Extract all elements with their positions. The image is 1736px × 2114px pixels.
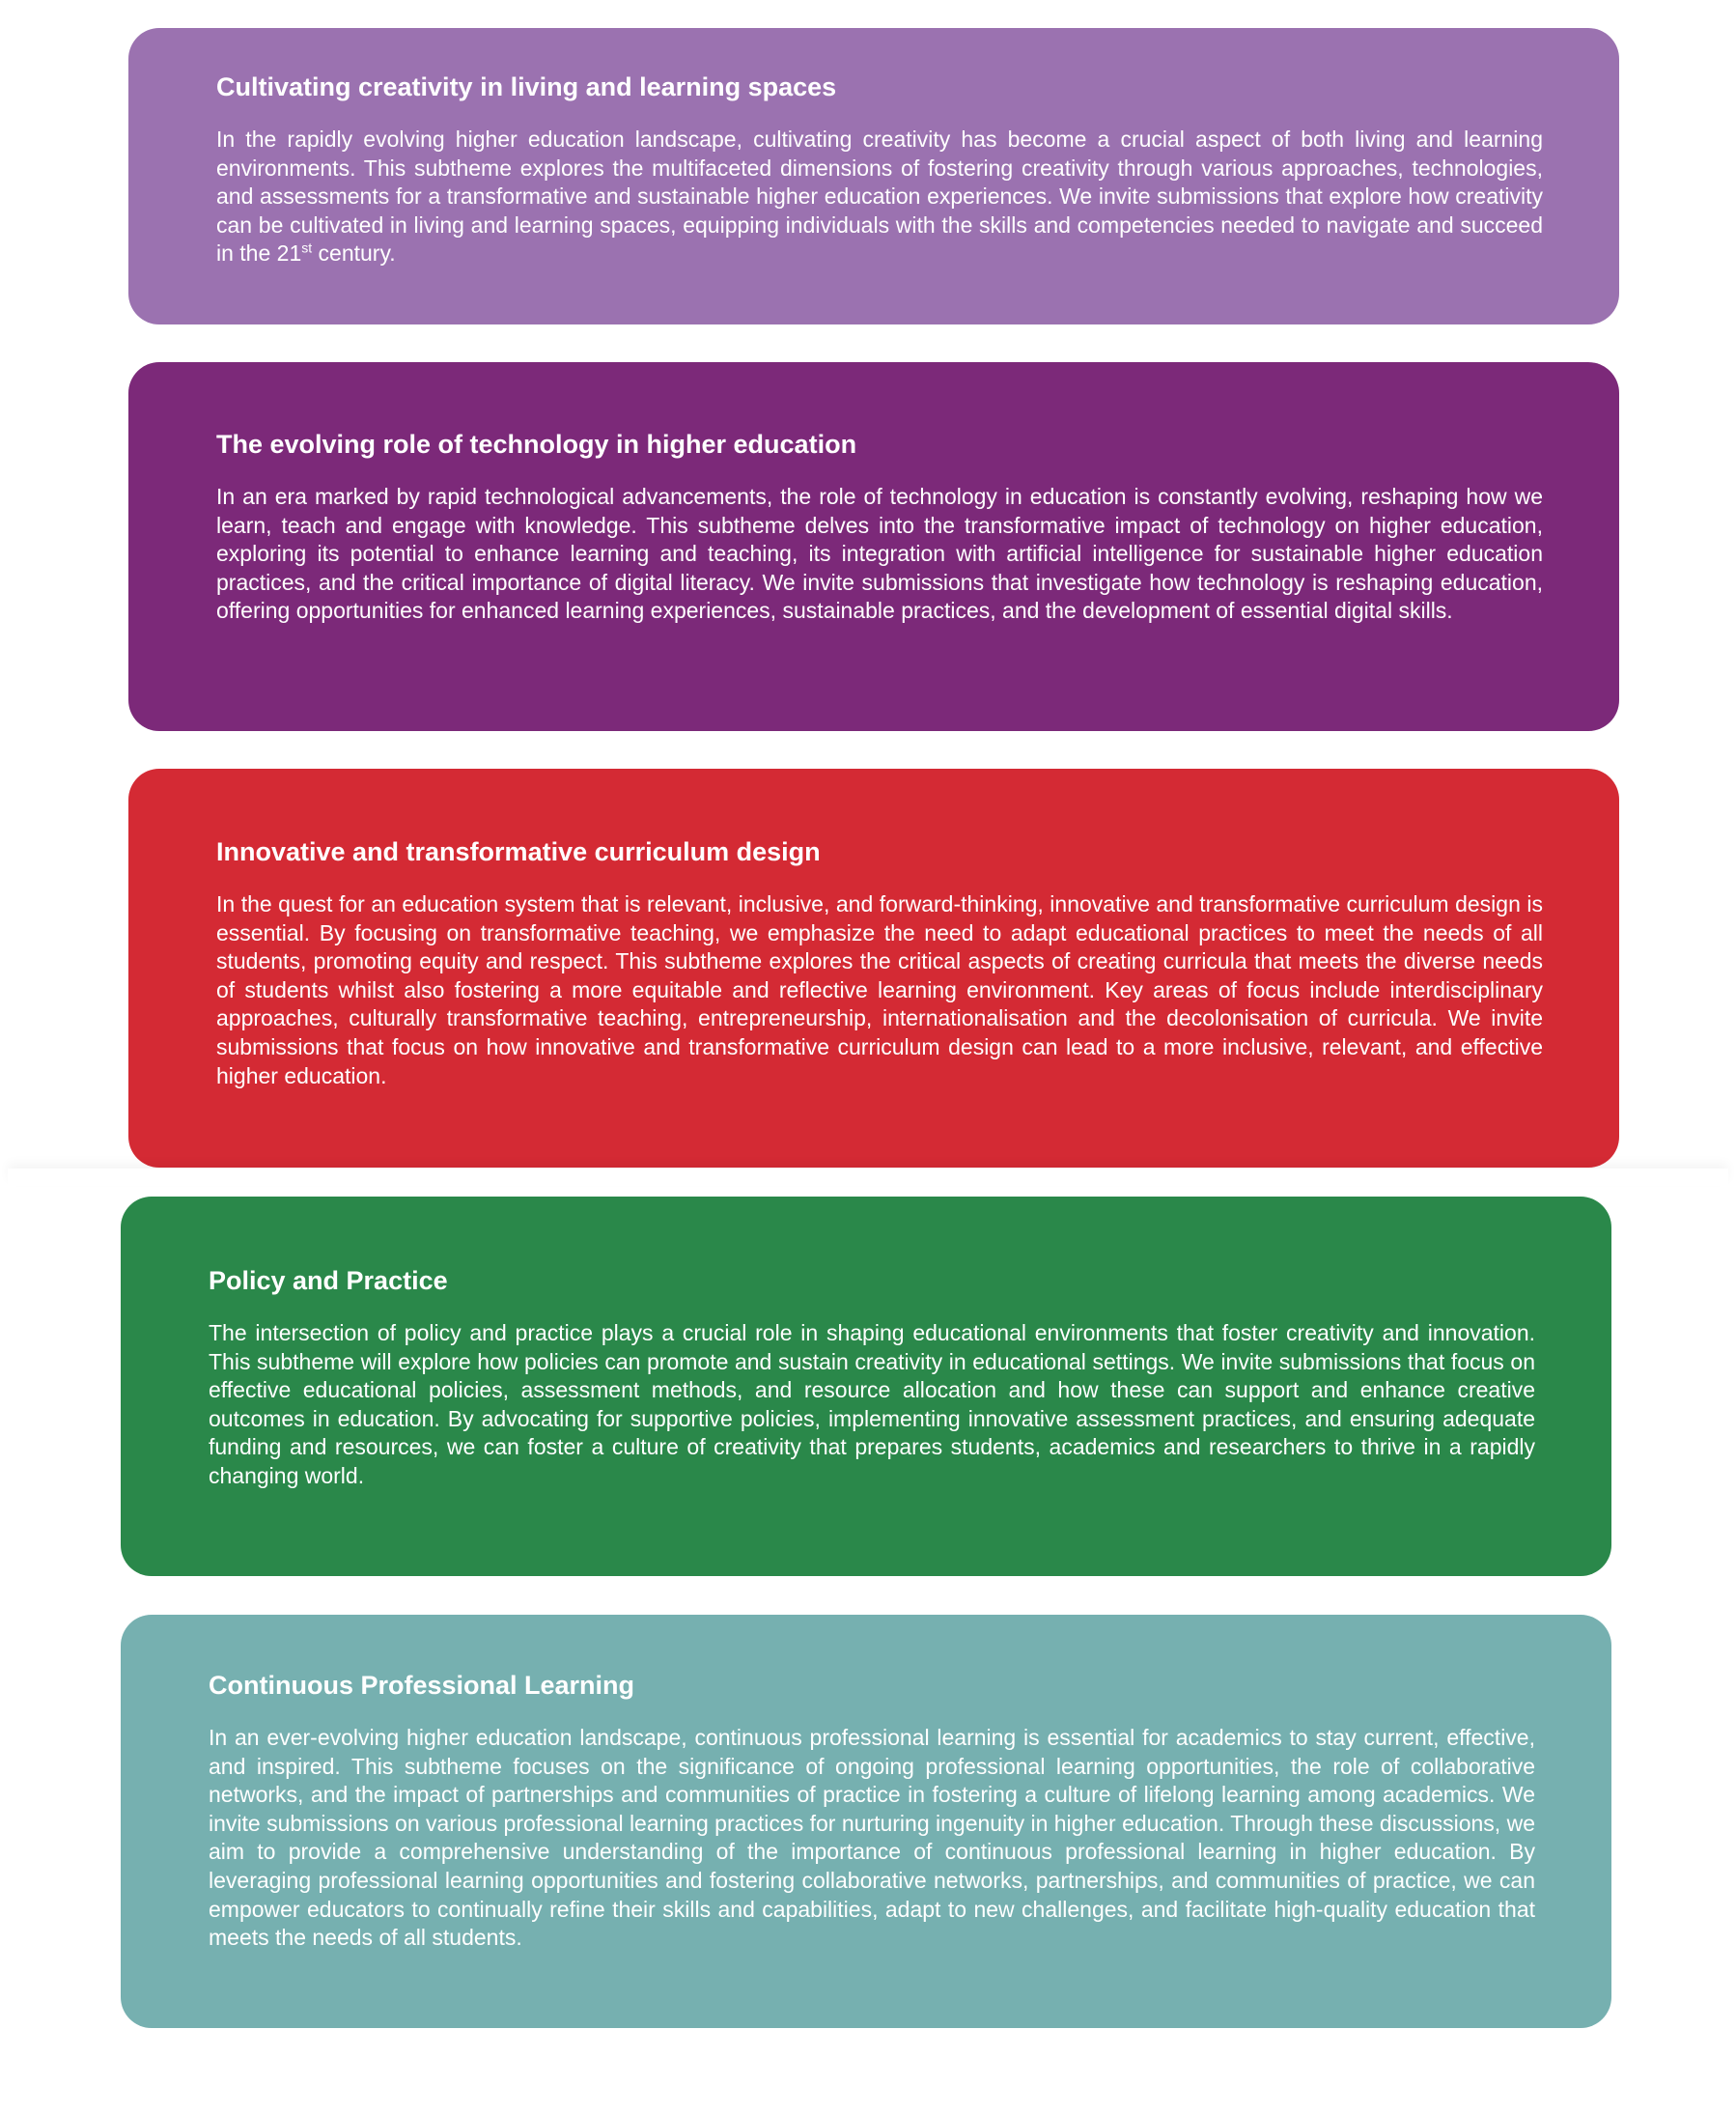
subtheme-description-end: century.	[312, 240, 396, 267]
subtheme-title: Innovative and transformative curriculum design	[216, 837, 821, 866]
subtheme-card-policy	[121, 1197, 1611, 1576]
subtheme-description: In an ever-evolving higher education landscape, continuous professional learning is essential for academics to stay current, effective, and inspired. This subtheme focuses on the significance of ongoing professional learning opportunities, the role of collaborative networks, and the impact of partnerships and communities of practice in fostering a culture of lifelong learning among academics. We invite submissions on various professional learning practices for nurturing ingenuity in higher education. Through these discussions, we aim to provide a comprehensive understanding of the importance of continuous professional learning in higher education. By leveraging professional learning opportunities and fostering collaborative networks, partnerships, and communities of practice, we can empower educators to continually refine their skills and capabilities, adapt to new challenges, and facilitate high-quality education that meets the needs of all students.	[209, 1725, 1535, 1951]
subtheme-card-technology	[128, 362, 1619, 731]
subtheme-description: The intersection of policy and practice plays a crucial role in shaping educational environments that foster creativity and innovation. This subtheme will explore how policies can promote and sustain creativity in educational settings. We invite submissions that focus on effective educational policies, assessment methods, and resource allocation and how these can support and enhance creative outcomes in education. By advocating for supportive policies, implementing innovative assessment practices, and ensuring adequate funding and resources, we can foster a culture of creativity that prepares students, academics and researchers to thrive in a rapidly changing world.	[209, 1320, 1535, 1488]
subtheme-description: In the quest for an education system that is relevant, inclusive, and forward-thinking, innovative and transformative curriculum design is essential. By focusing on transformative teaching, we emphasize the need to adapt educational practices to meet the needs of all students, promoting equity and respect. This subtheme explores the critical aspects of creating curricula that meets the diverse needs of students whilst also fostering a more equitable and reflective learning environment. Key areas of focus include interdisciplinary approaches, culturally transformative teaching, entrepreneurship, internationalisation and the decolonisation of curricula. We invite submissions that focus on how innovative and transformative curriculum design can lead to a more inclusive, relevant, and effective higher education.	[216, 891, 1543, 1088]
subtheme-title: Continuous Professional Learning	[209, 1671, 635, 1700]
subtheme-title: The evolving role of technology in higher education	[216, 430, 857, 459]
subtheme-description: In an era marked by rapid technological advancements, the role of technology in education is constantly evolving, reshaping how we learn, teach and engage with knowledge. This subtheme delves into the transformative impact of technology on higher education, exploring its potential to enhance learning and teaching, its integration with artificial intelligence for sustainable higher education practices, and the critical importance of digital literacy. We invite submissions that investigate how technology is reshaping education, offering opportunities for enhanced learning experiences, sustainable practices, and the development of essential digital skills.	[216, 484, 1543, 624]
subtheme-card-learning	[121, 1615, 1611, 2028]
subtheme-title: Policy and Practice	[209, 1266, 448, 1295]
subtheme-title: Cultivating creativity in living and learning spaces	[216, 72, 837, 101]
subtheme-card-curriculum	[128, 769, 1619, 1168]
subtheme-card-creativity	[128, 28, 1619, 324]
ordinal-suffix: st	[301, 240, 313, 256]
subtheme-description-text: In the rapidly evolving higher education landscape, cultivating creativity has become a crucial aspect of both living and learning environments. This subtheme explores the multifaceted dimensions of fostering creativity through various approaches, technologies, and assessments for a transformative and sustainable higher education experiences. We invite submissions that explore how creativity can be cultivated in living and learning spaces, equipping individuals with the skills and competencies needed to navigate and succeed in the 21	[216, 127, 1543, 267]
subtheme-description	[216, 126, 1543, 268]
page-divider	[8, 1169, 1728, 1186]
